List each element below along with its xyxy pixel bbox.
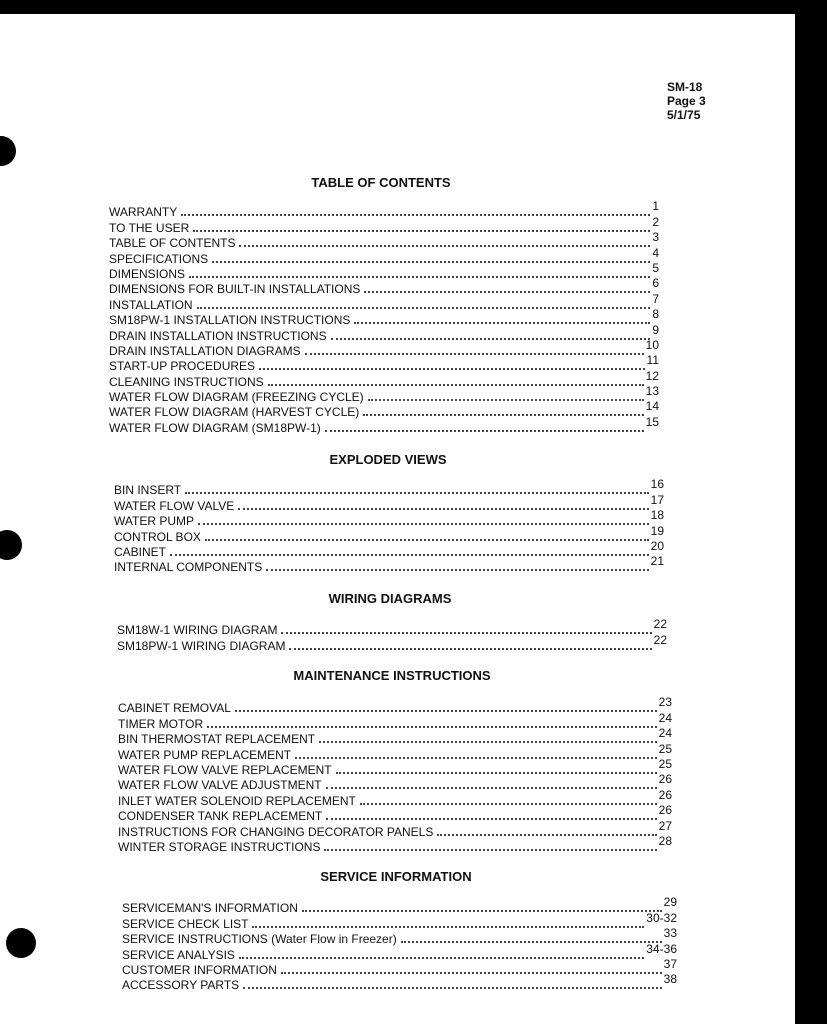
dot-leader <box>302 910 662 912</box>
binder-hole-bottom <box>6 928 36 958</box>
toc-entry-page: 33 <box>663 926 677 941</box>
toc-entry-title: WATER FLOW VALVE <box>114 498 235 513</box>
toc-entry-title: SERVICE INSTRUCTIONS (Water Flow in Freezer) <box>122 932 397 947</box>
toc-entry-title: DIMENSIONS FOR BUILT-IN INSTALLATIONS <box>109 282 361 297</box>
toc-entry-title: TABLE OF CONTENTS <box>109 236 236 251</box>
dot-leader <box>368 399 644 401</box>
page-number: Page 3 <box>667 94 706 108</box>
toc-entry-page: 12 <box>645 368 659 383</box>
dot-leader <box>326 787 657 789</box>
dot-leader <box>185 492 649 494</box>
toc-entry-title: DRAIN INSTALLATION INSTRUCTIONS <box>109 328 327 343</box>
binder-hole-top <box>0 136 16 166</box>
section-title: SERVICE INFORMATION <box>320 869 472 884</box>
dot-leader <box>259 368 645 370</box>
dot-leader <box>235 710 657 712</box>
toc-entry-page: 2 <box>652 214 659 229</box>
toc-entry-page: 23 <box>658 695 672 710</box>
toc-entry <box>118 787 672 808</box>
toc-entry <box>109 230 659 251</box>
toc-entry <box>109 276 659 297</box>
toc-entry-title: ACCESSORY PARTS <box>122 978 240 993</box>
toc-entry-title: SERVICE ANALYSIS <box>122 947 235 962</box>
dot-leader <box>266 569 648 571</box>
section-title: MAINTENANCE INSTRUCTIONS <box>293 668 491 683</box>
toc-entry-page: 10 <box>645 337 659 352</box>
toc-entry-page: 24 <box>658 710 672 725</box>
toc-entry <box>109 414 659 435</box>
toc-entry-title: WATER PUMP <box>114 514 194 529</box>
toc-entry <box>118 710 672 731</box>
toc-entry-title: WATER FLOW DIAGRAM (SM18PW-1) <box>109 420 321 435</box>
toc-list <box>122 895 677 993</box>
toc-entry-page: 6 <box>652 276 659 291</box>
toc-entry-page: 30-32 <box>646 910 677 925</box>
section-title: EXPLODED VIEWS <box>329 452 447 467</box>
document-page <box>0 14 795 1024</box>
toc-entry <box>109 199 659 220</box>
toc-entry-page: 5 <box>652 260 659 275</box>
toc-entry <box>114 523 664 544</box>
dot-leader <box>207 726 657 728</box>
toc-entry-title: CONDENSER TANK REPLACEMENT <box>118 809 323 824</box>
toc-entry <box>114 477 664 498</box>
dot-leader <box>331 338 651 340</box>
toc-entry-page: 11 <box>646 353 659 368</box>
toc-entry-title: CONTROL BOX <box>114 529 201 544</box>
toc-entry-title: DIMENSIONS <box>109 266 186 281</box>
toc-entry-page: 22 <box>653 617 667 632</box>
toc-entry <box>109 291 659 312</box>
toc-entry-title: TIMER MOTOR <box>118 716 204 731</box>
toc-entry <box>118 818 672 839</box>
toc-entry-title: CLEANING INSTRUCTIONS <box>109 374 264 389</box>
toc-entry-page: 3 <box>652 230 659 245</box>
toc-entry-title: DRAIN INSTALLATION DIAGRAMS <box>109 343 301 358</box>
toc-entry-title: CABINET <box>114 544 167 559</box>
toc-entry-title: SERVICEMAN'S INFORMATION <box>122 901 298 916</box>
toc-entry-title: INLET WATER SOLENOID REPLACEMENT <box>118 793 356 808</box>
toc-entry-title: SM18PW-1 WIRING DIAGRAM <box>117 638 286 653</box>
toc-entry <box>109 214 659 235</box>
toc-entry-title: WATER FLOW DIAGRAM (FREEZING CYCLE) <box>109 390 364 405</box>
toc-entry <box>118 772 672 793</box>
toc-entry <box>109 245 659 266</box>
dot-leader <box>326 818 656 820</box>
toc-entry <box>122 895 677 916</box>
toc-entry-title: WATER FLOW VALVE REPLACEMENT <box>118 762 332 777</box>
toc-entry-page: 1 <box>652 199 659 214</box>
toc-list <box>118 695 672 854</box>
toc-entry <box>122 910 677 931</box>
toc-entry-page: 15 <box>645 414 659 429</box>
toc-entry <box>109 399 659 420</box>
dot-leader <box>198 523 649 525</box>
toc-list <box>117 617 667 653</box>
toc-entry-page: 28 <box>658 833 672 848</box>
toc-entry-title: WATER FLOW DIAGRAM (HARVEST CYCLE) <box>109 405 360 420</box>
toc-entry <box>114 508 664 529</box>
dot-leader <box>364 291 650 293</box>
dot-leader <box>193 230 650 232</box>
toc-entry-title: WATER PUMP REPLACEMENT <box>118 747 292 762</box>
toc-entry-page: 21 <box>650 554 664 569</box>
binder-hole-middle <box>0 530 22 560</box>
toc-entry-page: 25 <box>658 756 672 771</box>
toc-entry <box>109 322 659 343</box>
dot-leader <box>336 772 657 774</box>
toc-list <box>109 199 659 435</box>
dot-leader <box>363 414 643 416</box>
dot-leader <box>181 214 650 216</box>
dot-leader <box>268 384 644 386</box>
dot-leader <box>243 987 661 989</box>
dot-leader <box>189 276 650 278</box>
toc-entry-page: 22 <box>653 632 667 647</box>
dot-leader <box>325 430 644 432</box>
toc-entry-page: 20 <box>650 538 664 553</box>
dot-leader <box>437 834 656 836</box>
toc-entry <box>109 337 659 358</box>
toc-entry <box>118 803 672 824</box>
toc-entry <box>109 384 659 405</box>
toc-entry-title: BIN INSERT <box>114 483 182 498</box>
toc-entry-page: 26 <box>658 772 672 787</box>
dot-leader <box>170 554 649 556</box>
toc-entry-page: 27 <box>658 818 672 833</box>
toc-entry-page: 24 <box>658 726 672 741</box>
toc-entry <box>122 972 677 993</box>
toc-entry-page: 26 <box>658 803 672 818</box>
toc-entry-page: 16 <box>650 477 664 492</box>
dot-leader <box>238 508 648 510</box>
toc-entry <box>122 926 677 947</box>
toc-entry-title: BIN THERMOSTAT REPLACEMENT <box>118 732 316 747</box>
toc-list <box>114 477 664 575</box>
toc-entry-title: START-UP PROCEDURES <box>109 359 256 374</box>
dot-leader <box>281 972 662 974</box>
toc-entry-page: 14 <box>645 399 659 414</box>
toc-entry <box>118 695 672 716</box>
dot-leader <box>305 353 644 355</box>
toc-entry-page: 13 <box>645 384 659 399</box>
toc-entry-title: WINTER STORAGE INSTRUCTIONS <box>118 839 321 854</box>
toc-entry-page: 29 <box>663 895 677 910</box>
dot-leader <box>289 648 651 650</box>
toc-entry <box>122 941 677 962</box>
toc-entry <box>118 741 672 762</box>
toc-entry <box>122 956 677 977</box>
toc-entry <box>118 726 672 747</box>
toc-entry-title: WATER FLOW VALVE ADJUSTMENT <box>118 778 322 793</box>
toc-entry-page: 26 <box>658 787 672 802</box>
toc-entry <box>118 756 672 777</box>
toc-entry-page: 34-36 <box>646 941 677 956</box>
toc-entry-page: 7 <box>652 291 659 306</box>
toc-entry-page: 17 <box>650 492 664 507</box>
dot-leader <box>295 757 657 759</box>
dot-leader <box>401 941 662 943</box>
toc-entry-title: SPECIFICATIONS <box>109 251 209 266</box>
toc-entry <box>117 632 667 653</box>
toc-entry <box>109 353 659 374</box>
toc-entry-page: 37 <box>663 956 677 971</box>
dot-leader <box>252 926 644 928</box>
dot-leader <box>354 322 650 324</box>
doc-date: 5/1/75 <box>667 108 701 122</box>
toc-entry-title: SM18W-1 WIRING DIAGRAM <box>117 623 278 638</box>
toc-entry <box>117 617 667 638</box>
document-header <box>667 80 706 122</box>
toc-entry-page: 4 <box>652 245 659 260</box>
toc-entry-title: CUSTOMER INFORMATION <box>122 962 277 977</box>
toc-entry-title: INSTALLATION <box>109 297 193 312</box>
toc-entry-page: 25 <box>658 741 672 756</box>
dot-leader <box>239 957 644 959</box>
dot-leader <box>205 539 649 541</box>
dot-leader <box>212 261 650 263</box>
toc-entry <box>114 554 664 575</box>
dot-leader <box>319 741 657 743</box>
dot-leader <box>197 307 651 309</box>
dot-leader <box>324 849 656 851</box>
dot-leader <box>281 632 651 634</box>
section-title: WIRING DIAGRAMS <box>328 591 452 606</box>
dot-leader <box>360 803 657 805</box>
toc-entry-page: 19 <box>650 523 664 538</box>
toc-entry <box>114 492 664 513</box>
section-title: TABLE OF CONTENTS <box>311 175 451 190</box>
toc-entry <box>118 833 672 854</box>
toc-entry-title: INTERNAL COMPONENTS <box>114 560 263 575</box>
toc-entry-title: SM18PW-1 INSTALLATION INSTRUCTIONS <box>109 313 351 328</box>
toc-entry <box>109 368 659 389</box>
toc-entry-page: 38 <box>663 972 677 987</box>
toc-entry-page: 8 <box>652 307 659 322</box>
doc-number: SM-18 <box>667 80 703 94</box>
toc-entry-title: SERVICE CHECK LIST <box>122 916 249 931</box>
dot-leader <box>239 245 650 247</box>
toc-entry <box>109 260 659 281</box>
toc-entry-title: WARRANTY <box>109 205 178 220</box>
toc-entry-title: CABINET REMOVAL <box>118 701 231 716</box>
toc-entry-title: INSTRUCTIONS FOR CHANGING DECORATOR PANELS <box>118 824 434 839</box>
toc-entry-page: 18 <box>650 508 664 523</box>
toc-entry-title: TO THE USER <box>109 220 190 235</box>
toc-entry-page: 9 <box>652 322 659 337</box>
toc-entry <box>109 307 659 328</box>
toc-entry <box>114 538 664 559</box>
